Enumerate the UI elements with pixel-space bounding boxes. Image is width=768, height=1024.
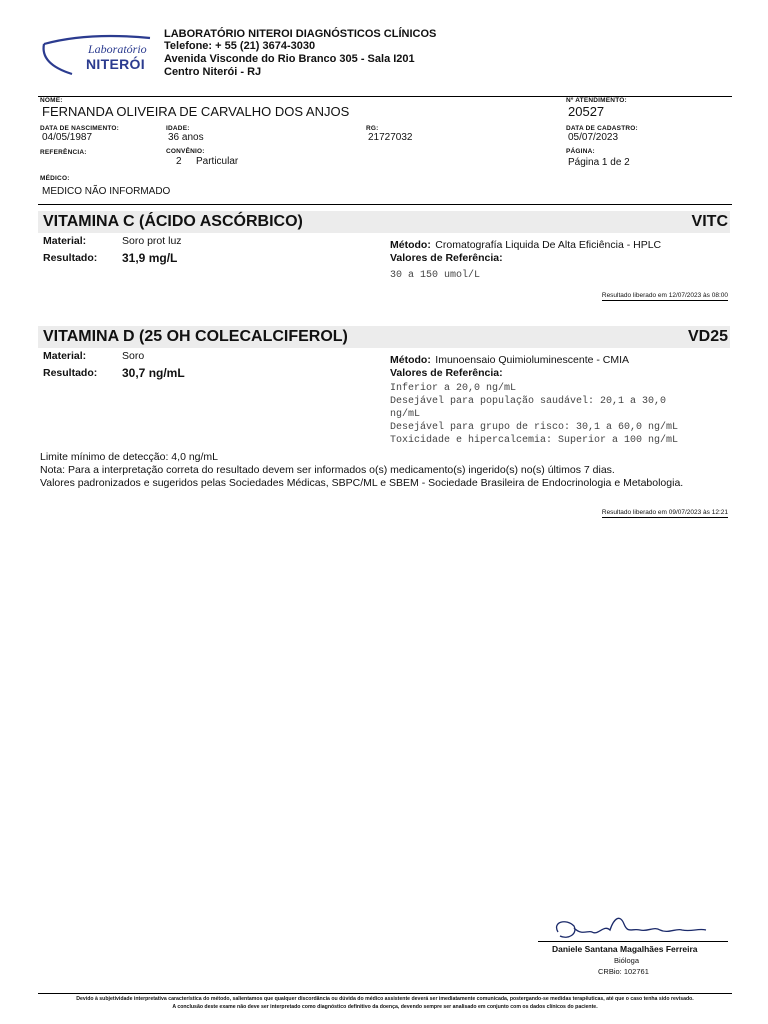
ref-line: Desejável para grupo de risco: 30,1 a 60,0 ng/mL <box>390 422 679 433</box>
handwritten-signature <box>548 910 718 944</box>
pagina-label: PÁGINA: <box>566 148 595 155</box>
convenio-code: 2 <box>176 156 182 167</box>
material-label: Material: <box>43 350 87 362</box>
resultado-label: Resultado: <box>43 252 98 264</box>
note-detection-limit: Limite mínimo de detecção: 4,0 ng/mL <box>40 451 219 463</box>
note-references: Valores padronizados e sugeridos pelas Sociedades Médicas, SBPC/ML e SBEM - Sociedade Brasileira de Endocrinologia e Metabologia. <box>40 477 684 489</box>
rg-value: 21727032 <box>368 132 413 143</box>
dob-label: DATA DE NASCIMENTO: <box>40 125 120 132</box>
exam-code: VITC <box>691 213 728 230</box>
lab-name: LABORATÓRIO NITEROI DIAGNÓSTICOS CLÍNICOS <box>164 28 437 40</box>
resultado-label: Resultado: <box>43 367 98 379</box>
idade-value: 36 anos <box>168 132 204 143</box>
note-medication: Nota: Para a interpretação correta do resultado devem ser informados o(s) medicamento(s) ingerido(s) no(s) últimos 7 dias. <box>40 464 615 476</box>
exam-title: VITAMINA C (ÁCIDO ASCÓRBICO) <box>43 213 303 230</box>
material-value: Soro <box>122 350 145 362</box>
idade-label: IDADE: <box>166 125 190 132</box>
ref-line: Desejável para população saudável: 20,1 a 30,0 <box>390 396 667 407</box>
signer-crbio: CRBio: 102761 <box>598 967 649 976</box>
metodo-label: Método: <box>390 354 431 366</box>
material-label: Material: <box>43 235 87 247</box>
lab-address: Avenida Visconde do Rio Branco 305 - Sala I201 <box>164 53 415 65</box>
lab-city: Centro Niterói - RJ <box>164 66 262 78</box>
atendimento-label: Nº ATENDIMENTO: <box>566 97 627 104</box>
metodo-line <box>390 350 629 368</box>
logo-script-text: Laboratório <box>88 42 147 56</box>
ref-line: Toxicidade e hipercalcemia: Superior a 100 ng/mL <box>390 435 679 446</box>
material-value: Soro prot luz <box>122 235 182 247</box>
referencia-label: REFERÊNCIA: <box>40 149 87 156</box>
exam-title: VITAMINA D (25 OH COLECALCIFEROL) <box>43 328 348 345</box>
footer-divider <box>38 993 732 994</box>
resultado-value: 31,9 mg/L <box>122 251 178 265</box>
pagina-value: Página 1 de 2 <box>568 157 630 168</box>
medico-label: MÉDICO: <box>40 175 70 182</box>
header-divider <box>38 96 732 97</box>
resultado-value: 30,7 ng/mL <box>122 366 185 380</box>
cadastro-label: DATA DE CADASTRO: <box>566 125 638 132</box>
logo-name-text: NITERÓI <box>86 56 145 72</box>
ref-line: 30 a 150 umol/L <box>390 270 481 281</box>
patient-name: FERNANDA OLIVEIRA DE CARVALHO DOS ANJOS <box>42 104 350 119</box>
release-timestamp: Resultado liberado em 09/07/2023 às 12:21 <box>601 509 728 516</box>
dob-value: 04/05/1987 <box>42 132 93 143</box>
release-timestamp: Resultado liberado em 12/07/2023 às 08:00 <box>601 292 728 299</box>
patient-name-label: NOME: <box>40 97 63 104</box>
ref-line: Inferior a 20,0 ng/mL <box>390 383 517 394</box>
ref-label: Valores de Referência: <box>390 252 503 264</box>
convenio-label: CONVÊNIO: <box>166 148 205 155</box>
footer-disclaimer-1: Devido à subjetividade interpretativa característica do método, salientamos que qualquer discordância ou dúvida do médico assistente deverá ser imediatamente comunicada, postergando-se medidas terapêuticas, até que o caso tenha sido revisado. <box>76 996 694 1002</box>
metodo-value: Cromatografía Liquida De Alta Eficiência - HPLC <box>435 239 662 251</box>
signer-role: Bióloga <box>614 956 640 965</box>
metodo-label: Método: <box>390 239 431 251</box>
exam-code: VD25 <box>687 328 728 345</box>
ref-label: Valores de Referência: <box>390 367 503 379</box>
metodo-value: Imunoensaio Quimioluminescente - CMIA <box>435 354 630 366</box>
signature-line <box>538 941 728 942</box>
footer-disclaimer-2: A conclusão deste exame não deve ser interpretado como diagnóstico definitivo da doença, devendo sempre ser analisado em conjunto com os dados clínicos do paciente. <box>172 1004 598 1010</box>
patient-divider <box>38 204 732 205</box>
atendimento-value: 20527 <box>568 104 605 119</box>
ref-line: ng/mL <box>390 409 421 420</box>
medico-value: MEDICO NÃO INFORMADO <box>42 186 171 197</box>
cadastro-value: 05/07/2023 <box>568 132 619 143</box>
convenio-value: Particular <box>196 156 239 167</box>
lab-phone: Telefone: + 55 (21) 3674-3030 <box>164 40 316 52</box>
rg-label: RG: <box>366 125 379 132</box>
metodo-line <box>390 235 661 253</box>
signer-name: Daniele Santana Magalhães Ferreira <box>552 944 698 954</box>
